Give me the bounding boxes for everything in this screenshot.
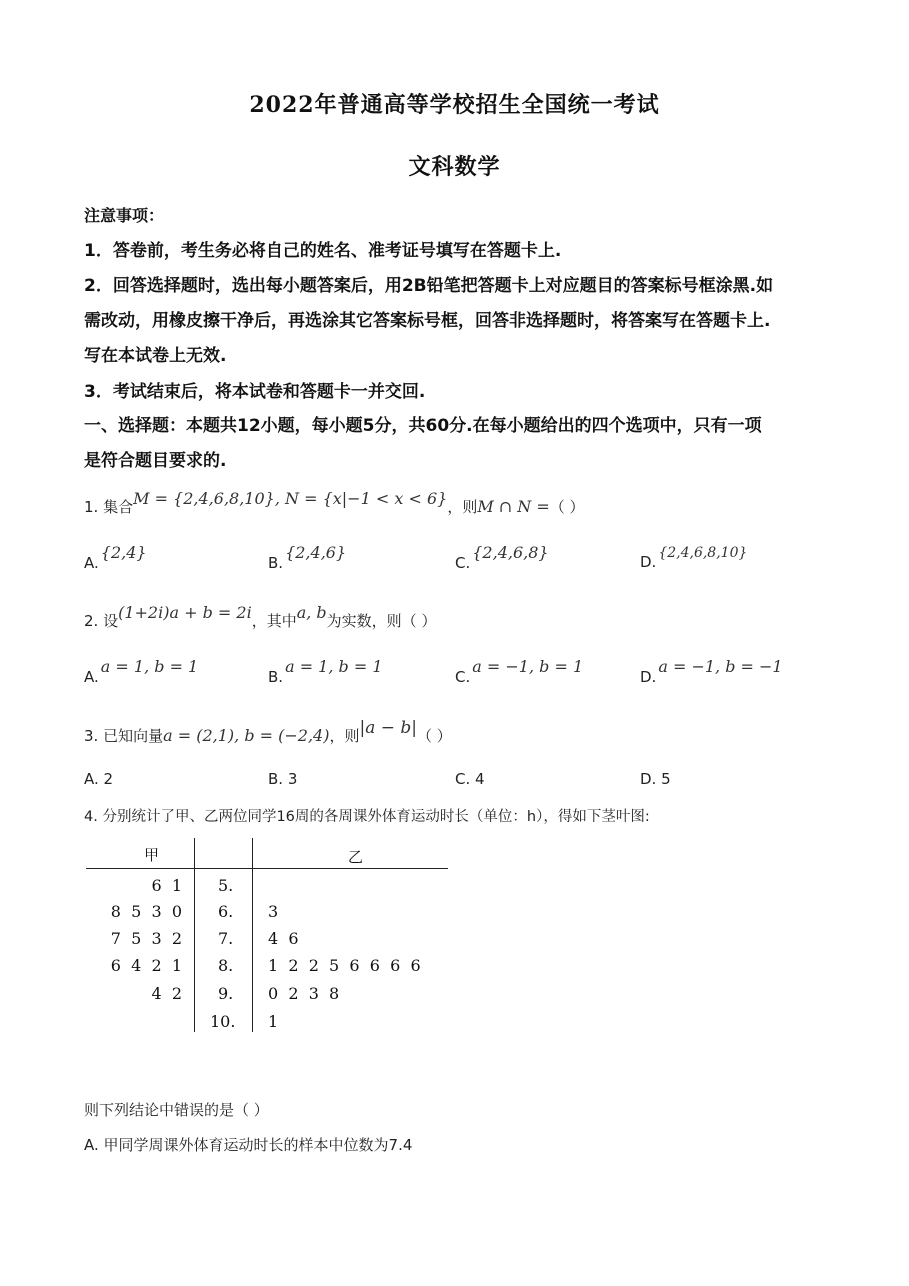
q1-option-b[interactable] (268, 543, 347, 572)
leaf-left-row-4: 6 4 2 1 (110, 956, 182, 975)
section-heading-line2: 是符合题目要求的. (84, 451, 227, 471)
stem-leaf-table (86, 838, 448, 1038)
table-header-rule (86, 868, 448, 869)
option-label: B. (268, 554, 284, 572)
note-item-2-line1: 2．回答选择题时，选出每小题答案后，用2B铅笔把答题卡上对应题目的答案标号框涂黑.如 (84, 276, 774, 296)
leaf-right-row-6: 1 (268, 1012, 279, 1031)
stem-row-5: 9. (218, 984, 234, 1003)
option-value: {2,4,6} (285, 543, 347, 562)
option-label: C. (455, 554, 471, 572)
q1-expression: M = {2,4,6,8,10}, N = {x|−1 < x < 6} (133, 489, 448, 508)
option-value: a = −1, b = 1 (472, 657, 584, 676)
option-value: 3 (287, 770, 298, 788)
option-value: 4 (475, 770, 485, 788)
leaf-right-row-4: 1 2 2 5 6 6 6 6 (268, 956, 421, 975)
q1-suffix: （ ） (549, 498, 585, 516)
option-value: a = −1, b = −1 (658, 657, 783, 676)
q1-prefix: 1. 集合 (84, 498, 134, 516)
leaf-left-row-2: 8 5 3 0 (110, 902, 182, 921)
exam-subtitle: 文科数学 (408, 154, 501, 180)
option-value: {2,4,6,8,10} (658, 545, 748, 561)
option-label: C. (455, 668, 471, 686)
question-2 (84, 603, 437, 631)
option-value: a = 1, b = 1 (285, 657, 383, 676)
leaf-left-row-1: 6 1 (151, 876, 182, 895)
question-1 (84, 489, 585, 517)
q3-expression-2: |a − b| (359, 718, 418, 738)
note-item-3: 3．考试结束后，将本试卷和答题卡一并交回. (84, 382, 426, 402)
q2-mid: ，其中 (251, 612, 297, 630)
option-label: D. (640, 553, 657, 571)
option-label: A. (84, 770, 99, 788)
stem-row-3: 7. (218, 929, 234, 948)
leaf-right-row-2: 3 (268, 902, 279, 921)
q4-option-a[interactable]: A. 甲同学周课外体育运动时长的样本中位数为7.4 (84, 1136, 413, 1154)
q3-prefix: 3. 已知向量 (84, 727, 164, 745)
q3-mid: ，则 (329, 727, 360, 745)
table-header-yi: 乙 (348, 848, 364, 866)
note-item-2-line3: 写在本试卷上无效. (84, 346, 227, 366)
stem-row-1: 5. (218, 876, 234, 895)
q3-suffix: （ ） (417, 727, 452, 745)
question-4: 4. 分别统计了甲、乙两位同学16周的各周课外体育运动时长（单位：h），得如下茎叶图: (84, 809, 650, 825)
leaf-right-row-5: 0 2 3 8 (268, 984, 340, 1003)
q2-suffix: 为实数，则（ ） (326, 612, 437, 630)
q3-expression: a = (2,1), b = (−2,4) (163, 726, 330, 745)
q2-option-a[interactable] (84, 657, 199, 686)
q1-mid: ，则 (447, 498, 478, 516)
option-label: B. (268, 668, 284, 686)
q2-option-c[interactable] (455, 657, 584, 686)
option-label: A. (84, 554, 99, 572)
option-label: B. (268, 770, 284, 788)
q1-option-c[interactable] (455, 543, 549, 572)
q2-prefix: 2. 设 (84, 612, 119, 630)
q3-option-d[interactable] (640, 770, 671, 788)
table-divider-right (252, 838, 253, 1032)
q1-option-d[interactable] (640, 545, 748, 571)
q2-expression-2: a, b (296, 603, 327, 622)
leaf-left-row-5: 4 2 (151, 984, 182, 1003)
q1-expression-2: M ∩ N = (477, 497, 550, 516)
option-label: D. (640, 770, 657, 788)
leaf-right-row-3: 4 6 (268, 929, 299, 948)
option-value: a = 1, b = 1 (100, 657, 199, 676)
q2-option-d[interactable] (640, 657, 783, 686)
q2-option-b[interactable] (268, 657, 383, 686)
option-value: 2 (103, 770, 114, 788)
option-value: {2,4,6,8} (472, 543, 549, 562)
q3-option-c[interactable] (455, 770, 485, 788)
stem-row-6: 10. (210, 1012, 236, 1031)
stem-row-4: 8. (218, 956, 234, 975)
note-item-2-line2: 需改动，用橡皮擦干净后，再选涂其它答案标号框，回答非选择题时，将答案写在答题卡上. (84, 311, 771, 331)
q3-option-a[interactable] (84, 770, 113, 788)
notes-heading: 注意事项： (84, 206, 165, 225)
leaf-left-row-3: 7 5 3 2 (110, 929, 182, 948)
q1-option-a[interactable] (84, 543, 147, 572)
option-label: D. (640, 668, 657, 686)
note-item-1: 1．答卷前，考生务必将自己的姓名、准考证号填写在答题卡上. (84, 241, 562, 261)
option-label: C. (455, 770, 471, 788)
q2-expression: (1+2i)a + b = 2i (118, 603, 252, 622)
exam-title: 2022年普通高等学校招生全国统一考试 (249, 92, 660, 118)
table-divider-left (194, 838, 195, 1032)
section-heading-line1: 一、选择题：本题共12小题，每小题5分，共60分.在每小题给出的四个选项中，只有一项 (84, 416, 762, 436)
q3-option-b[interactable] (268, 770, 297, 788)
option-value: {2,4} (100, 543, 147, 562)
question-3 (84, 718, 452, 746)
stem-row-2: 6. (218, 902, 234, 921)
option-label: A. (84, 668, 99, 686)
question-4-ask: 则下列结论中错误的是（ ） (84, 1101, 269, 1119)
table-header-jia: 甲 (144, 846, 160, 864)
option-value: 5 (661, 770, 671, 788)
